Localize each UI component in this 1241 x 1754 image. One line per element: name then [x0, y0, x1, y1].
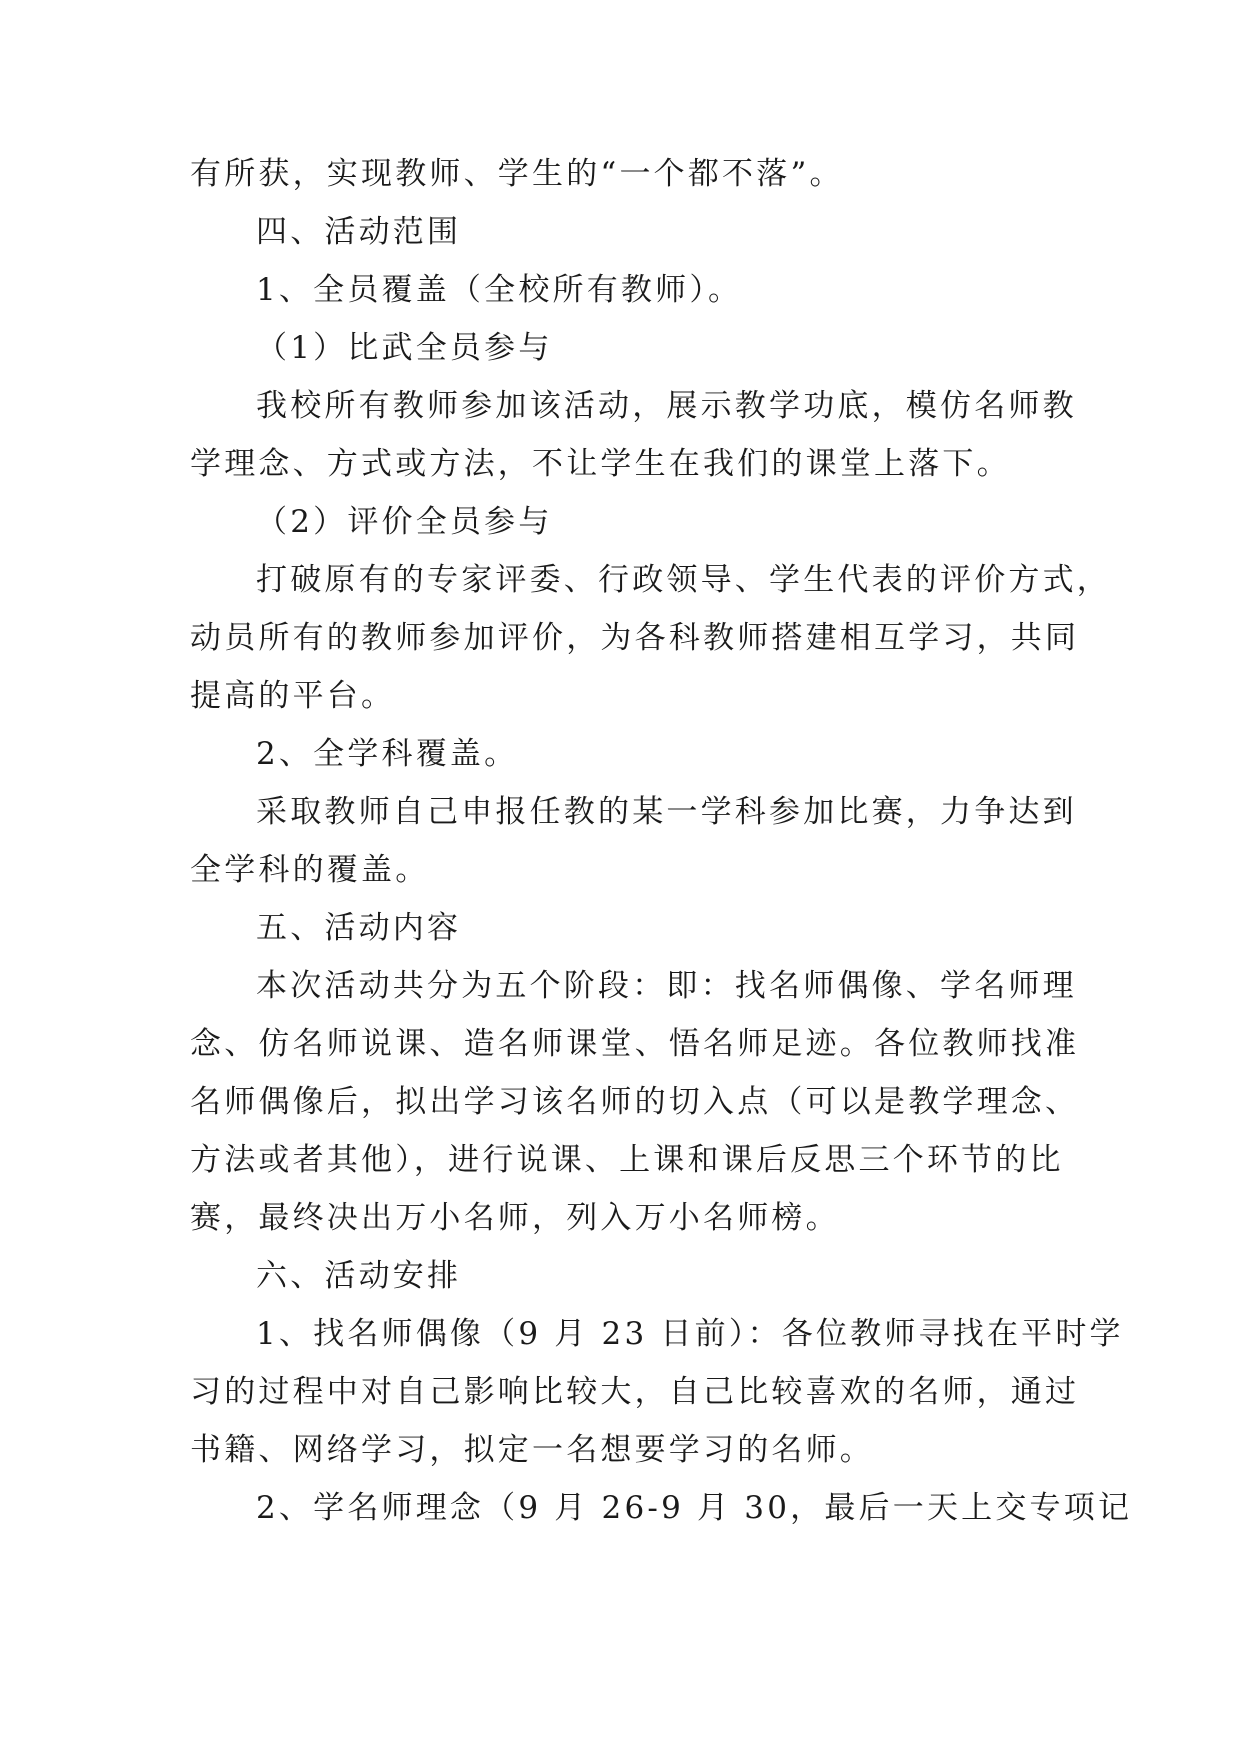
section-heading: 六、活动安排 [256, 1258, 462, 1294]
paragraph-line: 方法或者其他），进行说课、上课和课后反思三个环节的比 [190, 1142, 1064, 1178]
section-heading: 四、活动范围 [256, 214, 462, 250]
paragraph-line: 1、找名师偶像（9 月 23 日前）：各位教师寻找在平时学 [256, 1316, 1124, 1352]
paragraph-line: 习的过程中对自己影响比较大，自己比较喜欢的名师，通过 [190, 1374, 1080, 1410]
section-heading: 五、活动内容 [256, 910, 462, 946]
paragraph-line: 采取教师自己申报任教的某一学科参加比赛，力争达到 [256, 794, 1077, 830]
paragraph-line: 本次活动共分为五个阶段：即：找名师偶像、学名师理 [256, 968, 1077, 1004]
paragraph-line: 学理念、方式或方法，不让学生在我们的课堂上落下。 [190, 446, 1011, 482]
paragraph-line: 打破原有的专家评委、行政领导、学生代表的评价方式， [256, 562, 1111, 598]
paragraph-line: 我校所有教师参加该活动，展示教学功底，模仿名师教 [256, 388, 1077, 424]
paragraph-line: 全学科的覆盖。 [190, 852, 430, 888]
paragraph-line: 念、仿名师说课、造名师课堂、悟名师足迹。各位教师找准 [190, 1026, 1080, 1062]
paragraph-line: 有所获，实现教师、学生的“一个都不落”。 [190, 156, 844, 192]
paragraph-line: 提高的平台。 [190, 678, 396, 714]
subsection-heading: （1）比武全员参与 [256, 330, 553, 366]
paragraph-line: 书籍、网络学习，拟定一名想要学习的名师。 [190, 1432, 874, 1468]
paragraph-line: 2、学名师理念（9 月 26-9 月 30，最后一天上交专项记 [256, 1490, 1133, 1526]
paragraph-line: 名师偶像后，拟出学习该名师的切入点（可以是教学理念、 [190, 1084, 1080, 1120]
paragraph-line: 动员所有的教师参加评价，为各科教师搭建相互学习，共同 [190, 620, 1080, 656]
subsection-heading: 2、全学科覆盖。 [256, 736, 519, 772]
paragraph-line: 赛，最终决出万小名师，列入万小名师榜。 [190, 1200, 840, 1236]
subsection-heading: 1、全员覆盖（全校所有教师）。 [256, 272, 743, 308]
subsection-heading: （2）评价全员参与 [256, 504, 553, 540]
